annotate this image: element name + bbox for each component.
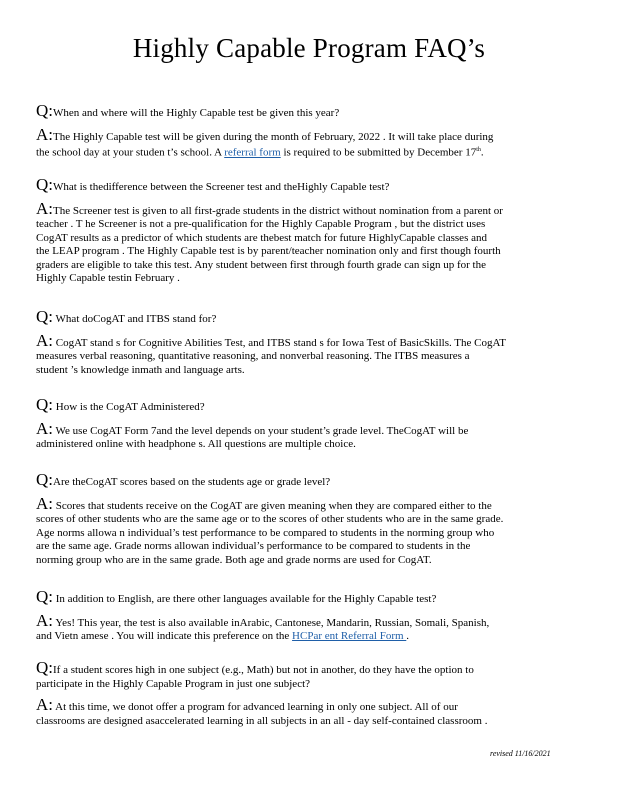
answer-2-line-5: graders are eligible to take this test. Any student between first through fourth grade can sign up for the <box>36 258 486 271</box>
answer-4-line-2: administered online with headphone s. All questions are multiple choice. <box>36 438 356 450</box>
answer-marker: A: <box>36 695 53 714</box>
question-7-line-2: participate in the Highly Capable Program in just one subject? <box>36 677 311 690</box>
answer-marker: A: <box>36 610 53 630</box>
answer-marker: A: <box>36 124 53 144</box>
answer-3-line-1: A: CogAT stand s for Cognitive Abilities Test, and ITBS stand s for Iowa Test of BasicSkills. The CogAT <box>36 330 506 350</box>
answer-marker: A: <box>36 493 53 513</box>
question-3: Q: What doCogAT and ITBS stand for? <box>36 307 217 326</box>
faq-item-6 <box>36 587 584 644</box>
answer-2-line-4: the LEAP program . The Highly Capable test is by parent/teacher nomination only and first though fourth <box>36 245 501 257</box>
question-marker: Q: <box>36 395 53 414</box>
answer-2-line-2: teacher . T he Screener is not a pre-qualification for the Highly Capable Program , but the district uses <box>36 218 486 230</box>
question-7-line-1: Q:If a student scores high in one subject (e.g., Math) but not in another, do they have the option to <box>36 658 474 677</box>
answer-5-line-1: A: Scores that students receive on the CogAT are given meaning when they are compared either to the <box>36 493 492 513</box>
question-1: Q:When and where will the Highly Capable test be given this year? <box>36 101 340 120</box>
question-5: Q:Are theCogAT scores based on the students age or grade level? <box>36 470 331 489</box>
question-marker: Q: <box>36 175 53 194</box>
answer-7-line-1: A: At this time, we donot offer a program for advanced learning in only one subject. All of our <box>36 695 458 714</box>
answer-7-line-2: classrooms are designed asaccelerated learning in all subjects in an all - day self-contained classroom . <box>36 714 488 727</box>
question-4: Q: How is the CogAT Administered? <box>36 395 205 414</box>
revised-date: revised 11/16/2021 <box>490 749 551 758</box>
question-6: Q: In addition to English, are there other languages available for the Highly Capable test? <box>36 587 437 606</box>
answer-2-line-1: A:The Screener test is given to all first-grade students in the district without nomination from a parent or <box>36 198 503 218</box>
answer-3-line-2: measures verbal reasoning, quantitative reasoning, and nonverbal reasoning. The ITBS measures a <box>36 350 470 362</box>
faq-item-1 <box>36 101 584 160</box>
faq-item-2 <box>36 175 584 286</box>
answer-5-line-2: scores of other students who are the same age or to the scores of other students who are in the same grade. <box>36 513 504 525</box>
answer-5-line-3: Age norms allowa n individual’s test performance to be compared to students in the norming group who <box>36 526 495 539</box>
question-marker: Q: <box>36 307 53 326</box>
faq-item-4 <box>36 395 584 452</box>
faq-item-5 <box>36 470 584 567</box>
answer-5-line-5: norming group who are in the same grade. Both age and grade norms are used for CogAT. <box>36 553 432 566</box>
superscript-th: th <box>476 147 481 153</box>
answer-6-line-2: and Vietn amese . You will indicate this preference on the HCPar ent Referral Form . <box>36 630 410 642</box>
hc-parent-referral-form-link[interactable]: HCPar ent Referral Form <box>292 630 407 642</box>
answer-1-line-2: the school day at your studen t’s school. A referral form is required to be submitted by December 17th. <box>36 146 484 159</box>
answer-4-line-1: A: We use CogAT Form 7and the level depends on your student’s grade level. TheCogAT will be <box>36 418 469 438</box>
answer-3-line-3: student ’s knowledge inmath and language arts. <box>36 363 245 376</box>
answer-6-line-1: A: Yes! This year, the test is also available inArabic, Cantonese, Mandarin, Russian, Somali, Spanish, <box>36 610 490 630</box>
question-marker: Q: <box>36 101 53 120</box>
question-2: Q:What is thedifference between the Screener test and theHighly Capable test? <box>36 175 390 194</box>
question-marker: Q: <box>36 470 53 489</box>
faq-item-3 <box>36 307 584 377</box>
answer-marker: A: <box>36 330 53 350</box>
question-marker: Q: <box>36 587 53 606</box>
referral-form-link[interactable]: referral form <box>224 146 281 159</box>
answer-marker: A: <box>36 198 53 218</box>
faq-item-7 <box>36 658 584 728</box>
answer-2-line-6: Highly Capable testin February . <box>36 272 180 284</box>
answer-1-line-1: A:The Highly Capable test will be given during the month of February, 2022 . It will take place during <box>36 124 494 144</box>
answer-2-line-3: CogAT results as a predictor of which students are thebest match for future HighlyCapable classes and <box>36 231 487 244</box>
answer-5-line-4: are the same age. Grade norms allowan individual’s performance to be compared to students in the <box>36 540 471 552</box>
answer-marker: A: <box>36 418 53 438</box>
question-marker: Q: <box>36 658 53 677</box>
page-title: Highly Capable Program FAQ’s <box>132 33 486 63</box>
